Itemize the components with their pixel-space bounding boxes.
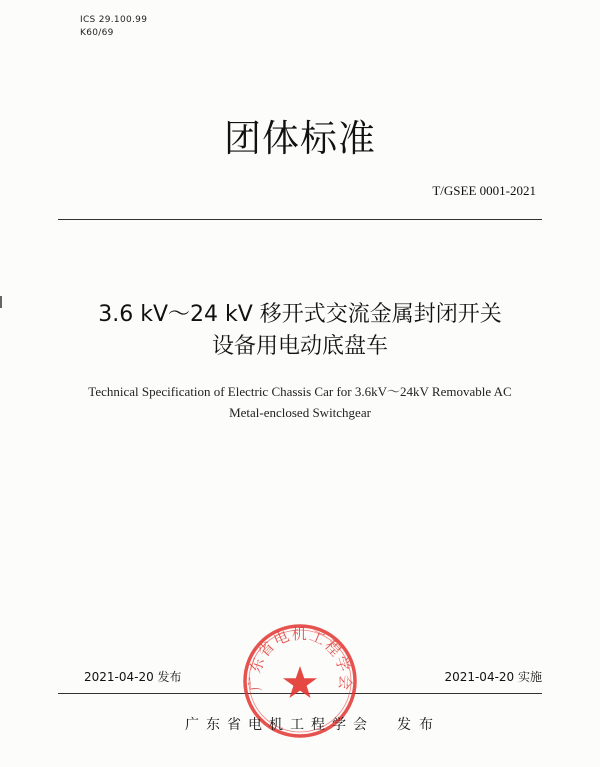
english-title-line-2: Metal-enclosed Switchgear [229, 405, 371, 420]
publish-date: 2021-04-20 发布 [84, 670, 182, 684]
english-title-line-1: Technical Specification of Electric Chassis Car for 3.6kV～24kV Removable AC [88, 384, 512, 399]
seal-text: 广东省电机工程学会 [245, 625, 355, 692]
top-divider [58, 219, 542, 220]
seal-star-icon [283, 666, 317, 698]
issuing-organization: 广东省电机工程学会 [185, 717, 374, 733]
ics-code: ICS 29.100.99 [80, 15, 148, 25]
document-type-title: 团体标准 [224, 117, 376, 160]
chinese-title-line-2: 设备用电动底盘车 [211, 334, 388, 359]
ccs-code: K60/69 [80, 28, 114, 38]
chinese-title-line-1: 3.6 kV～24 kV 移开式交流金属封闭开关 [98, 302, 502, 327]
standard-code: T/GSEE 0001-2021 [432, 183, 536, 198]
implement-date: 2021-04-20 实施 [444, 670, 542, 684]
chinese-title [0, 299, 600, 363]
classification-codes [80, 14, 147, 40]
issue-label: 发布 [397, 717, 441, 733]
english-title [0, 381, 600, 423]
